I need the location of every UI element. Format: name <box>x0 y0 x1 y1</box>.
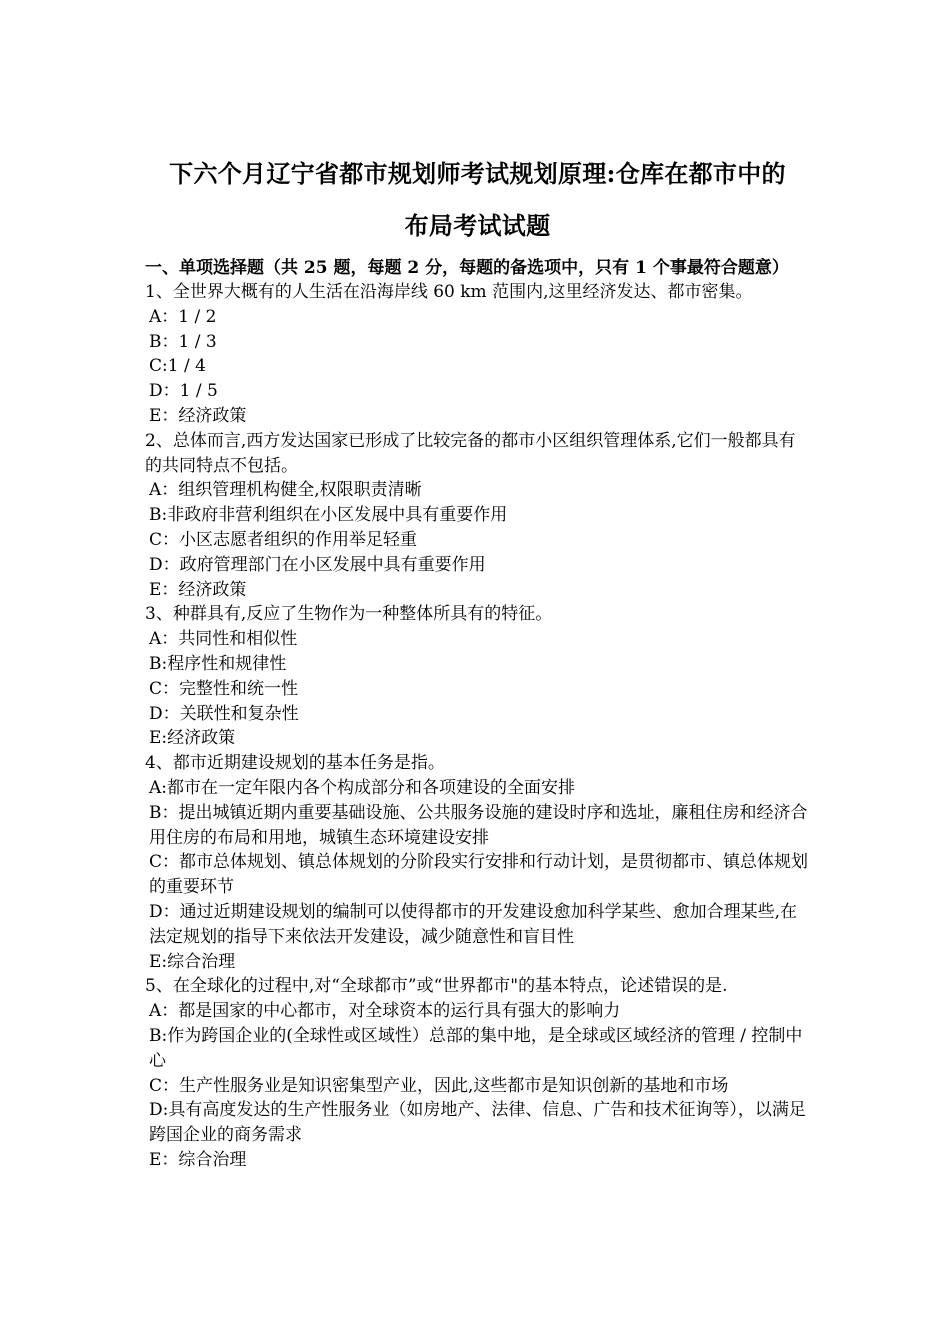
option-c: C:1 / 4 <box>149 356 206 377</box>
question-stem: 1、全世界大概有的人生活在沿海岸线 60 km 范围内,这里经济发达、都市密集。 <box>145 282 753 302</box>
option-b: B:作为跨国企业的(全球性或区域性）总部的集中地，是全球或区域经济的管理 / 控制中心 <box>149 1025 803 1071</box>
question-3 <box>145 602 810 751</box>
option-d: D：通过近期建设规划的编制可以使得都市的开发建设愈加科学某些、愈加合理某些,在法定规划的指导下来依法开发建设，减少随意性和盲目性 <box>149 901 798 947</box>
option-c: C：都市总体规划、镇总体规划的分阶段实行安排和行动计划，是贯彻都市、镇总体规划的重要环节 <box>149 852 809 898</box>
option-e: E：综合治理 <box>149 1149 247 1170</box>
question-1 <box>145 280 810 429</box>
option-c: C：完整性和统一性 <box>149 678 299 699</box>
option-a: A：1 / 2 <box>149 306 217 327</box>
question-stem: 5、在全球化的过程中,对“全球都市”或“世界都市"的基本特点，论述错误的是. <box>145 976 728 997</box>
question-stem: 2、总体而言,西方发达国家已形成了比较完备的都市小区组织管理体系,它们一般都具有的共同特点不包括。 <box>145 430 796 476</box>
question-2 <box>145 429 810 603</box>
section-heading: 一、单项选择题（共 25 题，每题 2 分，每题的备选项中，只有 1 个事最符合题意） <box>145 258 789 278</box>
question-5 <box>145 974 810 1172</box>
option-a: A：都是国家的中心都市，对全球资本的运行具有强大的影响力 <box>149 1001 621 1022</box>
option-d: D:具有高度发达的生产性服务业（如房地产、法律、信息、广告和技术征询等），以满足跨国企业的商务需求 <box>149 1100 806 1146</box>
option-b: B：提出城镇近期内重要基础设施、公共服务设施的建设时序和选址，廉租住房和经济合用住房的布局和用地，城镇生态环境建设安排 <box>149 802 808 848</box>
title-line-2: 布局考试试题 <box>404 211 551 240</box>
option-a: A：组织管理机构健全,权限职责清晰 <box>149 480 422 501</box>
option-e: E：经济政策 <box>149 579 247 600</box>
option-e: E：经济政策 <box>149 405 247 426</box>
option-b: B：1 / 3 <box>149 331 217 352</box>
option-a: A：共同性和相似性 <box>149 629 298 650</box>
option-c: C：生产性服务业是知识密集型产业，因此,这些都市是知识创新的基地和市场 <box>149 1075 729 1096</box>
document-page <box>145 148 810 1173</box>
option-a: A:都市在一定年限内各个构成部分和各项建设的全面安排 <box>149 777 576 798</box>
option-d: D：政府管理部门在小区发展中具有重要作用 <box>149 554 486 575</box>
question-stem: 4、都市近期建设规划的基本任务是指。 <box>145 753 445 774</box>
option-e: E:经济政策 <box>149 728 236 749</box>
title-line-1: 下六个月辽宁省都市规划师考试规划原理:仓库在都市中的 <box>169 159 786 188</box>
question-stem: 3、种群具有,反应了生物作为一种整体所具有的特征。 <box>145 604 553 625</box>
option-d: D：关联性和复杂性 <box>149 703 299 724</box>
option-b: B:程序性和规律性 <box>149 653 287 674</box>
option-b: B:非政府非营利组织在小区发展中具有重要作用 <box>149 505 508 526</box>
question-4 <box>145 751 810 974</box>
document-title <box>145 148 810 252</box>
option-d: D：1 / 5 <box>149 381 218 402</box>
option-e: E:综合治理 <box>149 951 236 972</box>
option-c: C：小区志愿者组织的作用举足轻重 <box>149 529 418 550</box>
